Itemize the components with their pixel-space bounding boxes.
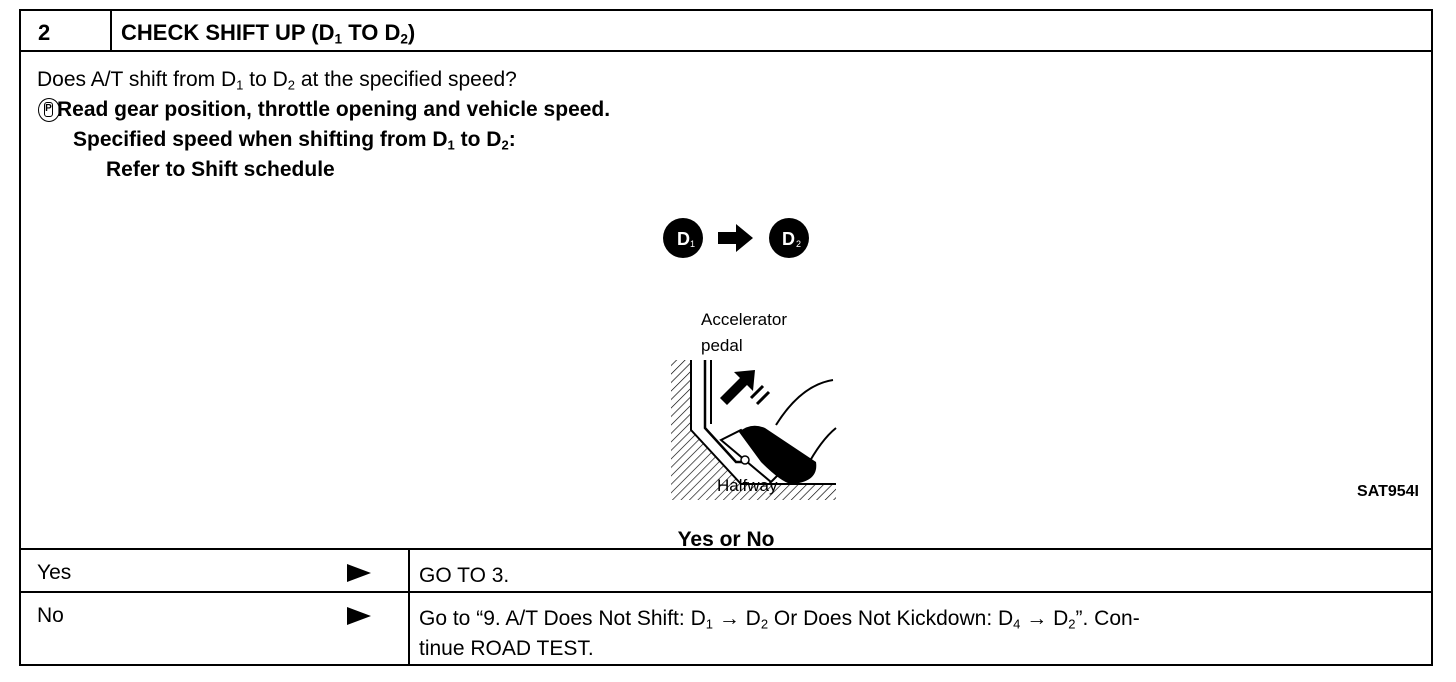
outcome-action: Go to “9. A/T Does Not Shift: $D_1 \to D_2$ Or Does Not Kickdown: $D_4 \to D_2$”. Con- tinue ROAD TEST.: [419, 607, 1140, 660]
step-header: [21, 11, 1431, 52]
refer-line: Refer to Shift schedule: [106, 158, 335, 181]
figure-id: SAT954I: [1357, 483, 1419, 500]
svg-text:1: 1: [690, 239, 696, 249]
outcome-row-yes: [21, 550, 1431, 593]
triangle-right-icon: [347, 607, 371, 625]
divider: [110, 11, 112, 50]
accelerator-figure: [641, 200, 881, 500]
p-mode-icon: P: [38, 98, 60, 122]
step-number: 2: [38, 20, 51, 45]
svg-text:2: 2: [796, 239, 802, 249]
decision-label: Yes or No: [677, 528, 775, 551]
procedure-step-table: [19, 9, 1433, 666]
accelerator-label: Accelerator: [701, 310, 787, 329]
question-text: Does A/T shift from $D_1$ to $D_2$ at the specified speed?: [37, 68, 517, 93]
step-title: CHECK SHIFT UP ($D_1$ TO $D_2$): [121, 20, 416, 47]
step-body: [21, 52, 1431, 550]
outcome-label: No: [37, 604, 64, 627]
divider: [408, 550, 410, 591]
read-instruction: Read gear position, throttle opening and vehicle speed.: [57, 98, 611, 121]
outcome-row-no: [21, 593, 1431, 666]
shift-arrow-icon: [718, 224, 753, 252]
gear-d1-icon: [663, 218, 703, 258]
outcome-action: GO TO 3.: [419, 564, 510, 587]
specified-speed-line: Specified speed when shifting from $D_1$ to $D_2$:: [73, 128, 516, 153]
svg-text:D: D: [782, 229, 795, 249]
outcome-label: Yes: [37, 561, 72, 584]
triangle-right-icon: [347, 564, 371, 582]
accelerator-pedal-illustration: [641, 200, 881, 500]
divider: [408, 593, 410, 666]
svg-text:D: D: [677, 229, 690, 249]
halfway-label: Halfway: [717, 476, 778, 495]
gear-d2-icon: [769, 218, 809, 258]
pedal-label: pedal: [701, 336, 743, 355]
